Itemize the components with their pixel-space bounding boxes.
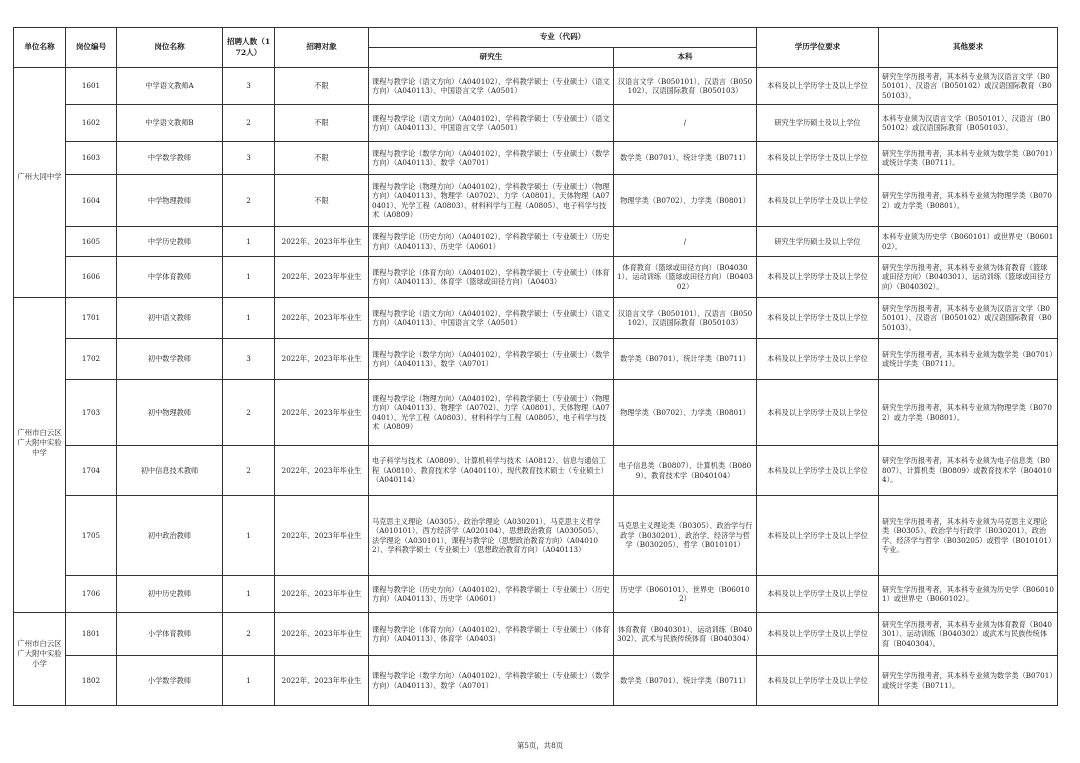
- target-cell: 2022年、2023年毕业生: [275, 613, 369, 656]
- degree-cell: 本科及以上学历学士及以上学位: [757, 298, 879, 339]
- grad-major-cell: 课程与教学论（物理方向）（A040102）、学科教学硕士（专业硕士）（物理方向）（A040113）、物理学（A0702）、力学（A0801）、天体物理（A070401）、光学工程（A0803）、材料科学与工程（A0805）、电子科学与技术（A0809）: [369, 380, 614, 446]
- header-undergrad: 本科: [614, 48, 757, 68]
- degree-cell: 本科及以上学历学士及以上学位: [757, 175, 879, 227]
- page-footer: 第5页，共8页: [516, 741, 564, 750]
- count-cell: 1: [223, 576, 275, 613]
- position-cell: 初中信息技术教师: [117, 446, 223, 496]
- header-unit: 单位名称: [14, 28, 66, 68]
- degree-cell: 本科及以上学历学士及以上学位: [757, 257, 879, 298]
- degree-cell: 研究生学历硕士及以上学位: [757, 227, 879, 257]
- position-cell: 小学体育教师: [117, 613, 223, 656]
- code-cell: 1801: [66, 613, 117, 656]
- degree-cell: 本科及以上学历学士及以上学位: [757, 576, 879, 613]
- code-cell: 1703: [66, 380, 117, 446]
- position-cell: 初中政治教师: [117, 496, 223, 576]
- undergrad-major-cell: 物理学类（B0702）、力学类（B0801）: [614, 175, 757, 227]
- code-cell: 1702: [66, 339, 117, 380]
- target-cell: 不限: [275, 142, 369, 175]
- grad-major-cell: 电子科学与技术（A0809）、计算机科学与技术（A0812）、信息与通信工程（A0810）、教育技术学（A040110）、现代教育技术硕士（专业硕士）（A040114）: [369, 446, 614, 496]
- undergrad-major-cell: 数学类（B0701）、统计学类（B0711）: [614, 339, 757, 380]
- degree-cell: 本科及以上学历学士及以上学位: [757, 656, 879, 706]
- count-cell: 1: [223, 227, 275, 257]
- other-cell: 研究生学历报考者，其本科专业须为数学类（B0701）或统计学类（B0711）。: [879, 339, 1058, 380]
- other-cell: 研究生学历报考者，其本科专业须为数学类（B0701）或统计学类（B0711）。: [879, 142, 1058, 175]
- other-cell: 研究生学历报考者，其本科专业须为物理学类（B0702）或力学类（B0801）。: [879, 175, 1058, 227]
- target-cell: 2022年、2023年毕业生: [275, 257, 369, 298]
- other-cell: 本科专业须为历史学（B060101）或世界史（B060102）。: [879, 227, 1058, 257]
- grad-major-cell: 课程与教学论（体育方向）（A040102）、学科教学硕士（专业硕士）（体育方向）（A040113）、体育学（篮球或田径方向）（A0403）: [369, 257, 614, 298]
- position-cell: 中学物理教师: [117, 175, 223, 227]
- undergrad-major-cell: 数学类（B0701）、统计学类（B0711）: [614, 142, 757, 175]
- grad-major-cell: 课程与教学论（语文方向）（A040102）、学科教学硕士（专业硕士）（语文方向）（A040113）、中国语言文学（A0501）: [369, 105, 614, 142]
- undergrad-major-cell: /: [614, 105, 757, 142]
- code-cell: 1706: [66, 576, 117, 613]
- degree-cell: 本科及以上学历学士及以上学位: [757, 339, 879, 380]
- grad-major-cell: 课程与教学论（语文方向）（A040102）、学科教学硕士（专业硕士）（语文方向）（A040113）、中国语言文学（A0501）: [369, 298, 614, 339]
- position-cell: 中学历史教师: [117, 227, 223, 257]
- table-row: [14, 656, 1058, 706]
- count-cell: 3: [223, 142, 275, 175]
- count-cell: 2: [223, 380, 275, 446]
- other-cell: 研究生学历报考者，其本科专业须为历史学（B060101）或世界史（B060102）。: [879, 576, 1058, 613]
- grad-major-cell: 课程与教学论（历史方向）（A040102）、学科教学硕士（专业硕士）（历史方向）（A040113）、历史学（A0601）: [369, 576, 614, 613]
- other-cell: 研究生学历报考者，其本科专业须为电子信息类（B0807）、计算机类（B0809）或教育技术学（B040104）。: [879, 446, 1058, 496]
- grad-major-cell: 课程与教学论（语文方向）（A040102）、学科教学硕士（专业硕士）（语文方向）（A040113）、中国语言文学（A0501）: [369, 68, 614, 105]
- target-cell: 2022年、2023年毕业生: [275, 339, 369, 380]
- table-row: [14, 298, 1058, 339]
- target-cell: 2022年、2023年毕业生: [275, 656, 369, 706]
- position-cell: 初中语文教师: [117, 298, 223, 339]
- header-code: 岗位编号: [66, 28, 117, 68]
- position-cell: 中学语文教师A: [117, 68, 223, 105]
- degree-cell: 本科及以上学历学士及以上学位: [757, 142, 879, 175]
- code-cell: 1606: [66, 257, 117, 298]
- other-cell: 研究生学历报考者，其本科专业须为体育教育（篮球或田径方向）（B040301）、运动训练（篮球或田径方向）（B040302）。: [879, 257, 1058, 298]
- degree-cell: 研究生学历硕士及以上学位: [757, 105, 879, 142]
- code-cell: 1701: [66, 298, 117, 339]
- code-cell: 1603: [66, 142, 117, 175]
- grad-major-cell: 课程与教学论（历史方向）（A040102）、学科教学硕士（专业硕士）（历史方向）（A040113）、历史学（A0601）: [369, 227, 614, 257]
- undergrad-major-cell: 体育教育（篮球或田径方向）（B040301）、运动训练（篮球或田径方向）（B040302）: [614, 257, 757, 298]
- count-cell: 2: [223, 105, 275, 142]
- other-cell: 本科专业须为汉语言文学（B050101）、汉语言（B050102）或汉语国际教育（B050103）。: [879, 105, 1058, 142]
- count-cell: 1: [223, 496, 275, 576]
- other-cell: 研究生学历报考者，其本科专业须为物理学类（B0702）或力学类（B0801）。: [879, 380, 1058, 446]
- header-count: 招聘人数（172人）: [223, 28, 275, 68]
- undergrad-major-cell: 数学类（B0701）、统计学类（B0711）: [614, 656, 757, 706]
- undergrad-major-cell: 体育教育（B040301）、运动训练（B040302）、武术与民族传统体育（B040304）: [614, 613, 757, 656]
- table-row: [14, 446, 1058, 496]
- grad-major-cell: 课程与教学论（数学方向）（A040102）、学科教学硕士（专业硕士）（数学方向）（A040113）、数学（A0701）: [369, 339, 614, 380]
- header-grad: 研究生: [369, 48, 614, 68]
- table-row: [14, 68, 1058, 105]
- other-cell: 研究生学历报考者，其本科专业须为汉语言文学（B050101）、汉语言（B050102）或汉语国际教育（B050103）。: [879, 68, 1058, 105]
- table-row: [14, 142, 1058, 175]
- table-row: [14, 175, 1058, 227]
- target-cell: 不限: [275, 105, 369, 142]
- undergrad-major-cell: 物理学类（B0702）、力学类（B0801）: [614, 380, 757, 446]
- table-row: [14, 380, 1058, 446]
- grad-major-cell: 马克思主义理论（A0305）、政治学理论（A030201）、马克思主义哲学（A010101）、西方经济学（A020104）、思想政治教育（A030505）、法学理论（A030101）、课程与教学论（思想政治教育方向）（A040102）、学科教学硕士（专业硕士）（思想政治教育方向）（A040113）: [369, 496, 614, 576]
- other-cell: 研究生学历报考者，其本科专业须为数学类（B0701）或统计学类（B0711）。: [879, 656, 1058, 706]
- count-cell: 3: [223, 68, 275, 105]
- unit-cell: 广州市白云区广大附中实验小学: [14, 613, 66, 706]
- count-cell: 1: [223, 298, 275, 339]
- degree-cell: 本科及以上学历学士及以上学位: [757, 613, 879, 656]
- degree-cell: 本科及以上学历学士及以上学位: [757, 496, 879, 576]
- other-cell: 研究生学历报考者，其本科专业须为马克思主义理论类（B0305）、政治学与行政学（B030201）、政治学、经济学与哲学（B030205）或哲学（B010101）专业。: [879, 496, 1058, 576]
- table-row: [14, 105, 1058, 142]
- header-position: 岗位名称: [117, 28, 223, 68]
- undergrad-major-cell: 马克思主义理论类（B0305）、政治学与行政学（B030201）、政治学、经济学与哲学（B030205）、哲学（B010101）: [614, 496, 757, 576]
- target-cell: 2022年、2023年毕业生: [275, 380, 369, 446]
- undergrad-major-cell: 历史学（B060101）、世界史（B060102）: [614, 576, 757, 613]
- position-cell: 中学语文教师B: [117, 105, 223, 142]
- other-cell: 研究生学历报考者，其本科专业须为体育教育（B040301）、运动训练（B040302）或武术与民族传统体育（B040304）。: [879, 613, 1058, 656]
- other-cell: 研究生学历报考者，其本科专业须为汉语言文学（B050101）、汉语言（B050102）或汉语国际教育（B050103）。: [879, 298, 1058, 339]
- count-cell: 1: [223, 257, 275, 298]
- count-cell: 2: [223, 175, 275, 227]
- unit-cell: 广州市白云区广大附中实验中学: [14, 298, 66, 613]
- grad-major-cell: 课程与教学论（数学方向）（A040102）、学科教学硕士（专业硕士）（数学方向）（A040113）、数学（A0701）: [369, 142, 614, 175]
- degree-cell: 本科及以上学历学士及以上学位: [757, 68, 879, 105]
- unit-cell: 广州大同中学: [14, 68, 66, 298]
- undergrad-major-cell: 电子信息类（B0807）、计算机类（B0809）、教育技术学（B040104）: [614, 446, 757, 496]
- table-row: [14, 257, 1058, 298]
- degree-cell: 本科及以上学历学士及以上学位: [757, 380, 879, 446]
- code-cell: 1704: [66, 446, 117, 496]
- position-cell: 初中数学教师: [117, 339, 223, 380]
- target-cell: 2022年、2023年毕业生: [275, 446, 369, 496]
- count-cell: 1: [223, 656, 275, 706]
- position-cell: 小学数学教师: [117, 656, 223, 706]
- undergrad-major-cell: /: [614, 227, 757, 257]
- header-degree: 学历学位要求: [757, 28, 879, 68]
- table-row: [14, 227, 1058, 257]
- target-cell: 2022年、2023年毕业生: [275, 576, 369, 613]
- undergrad-major-cell: 汉语言文学（B050101）、汉语言（B050102）、汉语国际教育（B050103）: [614, 68, 757, 105]
- code-cell: 1601: [66, 68, 117, 105]
- target-cell: 不限: [275, 175, 369, 227]
- table-row: [14, 496, 1058, 576]
- target-cell: 2022年、2023年毕业生: [275, 298, 369, 339]
- position-cell: 初中物理教师: [117, 380, 223, 446]
- target-cell: 2022年、2023年毕业生: [275, 227, 369, 257]
- undergrad-major-cell: 汉语言文学（B050101）、汉语言（B050102）、汉语国际教育（B050103）: [614, 298, 757, 339]
- count-cell: 2: [223, 446, 275, 496]
- code-cell: 1705: [66, 496, 117, 576]
- target-cell: 不限: [275, 68, 369, 105]
- count-cell: 2: [223, 613, 275, 656]
- count-cell: 3: [223, 339, 275, 380]
- recruitment-table: [13, 27, 1058, 706]
- grad-major-cell: 课程与教学论（数学方向）（A040102）、学科教学硕士（专业硕士）（数学方向）（A040113）、数学（A0701）: [369, 656, 614, 706]
- grad-major-cell: 课程与教学论（物理方向）（A040102）、学科教学硕士（专业硕士）（物理方向）（A040113）、物理学（A0702）、力学（A0801）、天体物理（A070401）、光学工程（A0803）、材料科学与工程（A0805）、电子科学与技术（A0809）: [369, 175, 614, 227]
- grad-major-cell: 课程与教学论（体育方向）（A040102）、学科教学硕士（专业硕士）（体育方向）（A040113）、体育学（A0403）: [369, 613, 614, 656]
- position-cell: 中学数学教师: [117, 142, 223, 175]
- degree-cell: 本科及以上学历学士及以上学位: [757, 446, 879, 496]
- code-cell: 1605: [66, 227, 117, 257]
- target-cell: 2022年、2023年毕业生: [275, 496, 369, 576]
- code-cell: 1604: [66, 175, 117, 227]
- table-row: [14, 613, 1058, 656]
- header-other: 其他要求: [879, 28, 1058, 68]
- code-cell: 1802: [66, 656, 117, 706]
- table-row: [14, 576, 1058, 613]
- table-row: [14, 339, 1058, 380]
- header-target: 招聘对象: [275, 28, 369, 68]
- header-major: 专业（代码）: [369, 28, 757, 48]
- code-cell: 1602: [66, 105, 117, 142]
- position-cell: 初中历史教师: [117, 576, 223, 613]
- position-cell: 中学体育教师: [117, 257, 223, 298]
